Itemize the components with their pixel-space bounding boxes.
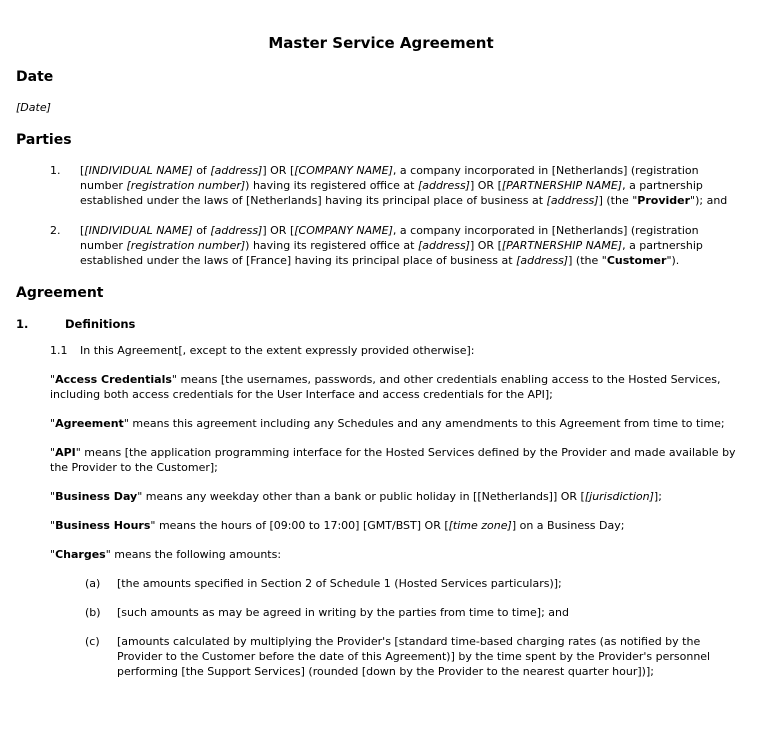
agreement-heading: Agreement [16, 285, 104, 301]
date-heading: Date [16, 69, 54, 85]
definition-business-hours: "Business Hours" means the hours of [09:00 to 17:00] [GMT/BST] OR [[time zone]] on a Business Day; [50, 519, 625, 532]
party-text-customer: [[INDIVIDUAL NAME] of [address]] OR [[COMPANY NAME], a company incorporated in [Netherlands] (registration number [registration number]) having its registered office at [address]] OR [[PARTNERSHIP NAME], a partnership established under the laws of [France] having its principal place of business at [address]] (the "Customer"). [80, 224, 703, 267]
party-item-provider [16, 163, 746, 208]
charges-item-marker: (a) [85, 577, 101, 590]
clause-1-1 [16, 343, 746, 358]
charges-item-c [85, 634, 746, 679]
charges-item-marker: (c) [85, 635, 100, 648]
charges-item-a [85, 576, 746, 591]
definition-agreement: "Agreement" means this agreement including any Schedules and any amendments to this Agreement from time to time; [50, 417, 725, 430]
date-value: [Date] [16, 101, 51, 114]
definitions-section-heading [16, 317, 746, 331]
charges-item-text: [such amounts as may be agreed in writing by the parties from time to time]; and [117, 606, 569, 619]
party-number: 2. [50, 224, 61, 237]
party-item-customer [16, 223, 746, 268]
charges-item-text: [the amounts specified in Section 2 of Schedule 1 (Hosted Services particulars)]; [117, 577, 562, 590]
definition-access-credentials: "Access Credentials" means [the usernames, passwords, and other credentials enabling access to the Hosted Services, including both access credentials for the User Interface and access credentials for the API]; [50, 373, 721, 401]
parties-list [16, 163, 746, 268]
definition-business-day: "Business Day" means any weekday other than a bank or public holiday in [[Netherlands]] OR [[jurisdiction]]; [50, 490, 662, 503]
parties-heading: Parties [16, 132, 72, 148]
charges-item-marker: (b) [85, 606, 101, 619]
charges-item-b [85, 605, 746, 620]
page-title: Master Service Agreement [268, 34, 494, 52]
definition-charges: "Charges" means the following amounts: [50, 548, 282, 561]
definitions-section-number: 1. [16, 317, 29, 331]
party-number: 1. [50, 164, 61, 177]
charges-item-text: [amounts calculated by multiplying the Provider's [standard time-based charging rates (as notified by the Provider to the Customer before the date of this Agreement)] by the time spent by the Provider's personnel performing [the Support Services] (rounded [down by the Provider to the nearest quarter hour])]; [117, 635, 711, 678]
definition-api: "API" means [the application programming interface for the Hosted Services defined by the Provider and made available by the Provider to the Customer]; [50, 446, 736, 474]
definitions-section-title: Definitions [65, 317, 136, 331]
clause-text: In this Agreement[, except to the extent expressly provided otherwise]: [80, 344, 475, 357]
clause-number: 1.1 [50, 344, 68, 357]
party-text-provider: [[INDIVIDUAL NAME] of [address]] OR [[COMPANY NAME], a company incorporated in [Netherlands] (registration number [registration number]) having its registered office at [address]] OR [[PARTNERSHIP NAME], a partnership established under the laws of [Netherlands] having its principal place of business at [address]] (the "Provider"); and [80, 164, 728, 207]
